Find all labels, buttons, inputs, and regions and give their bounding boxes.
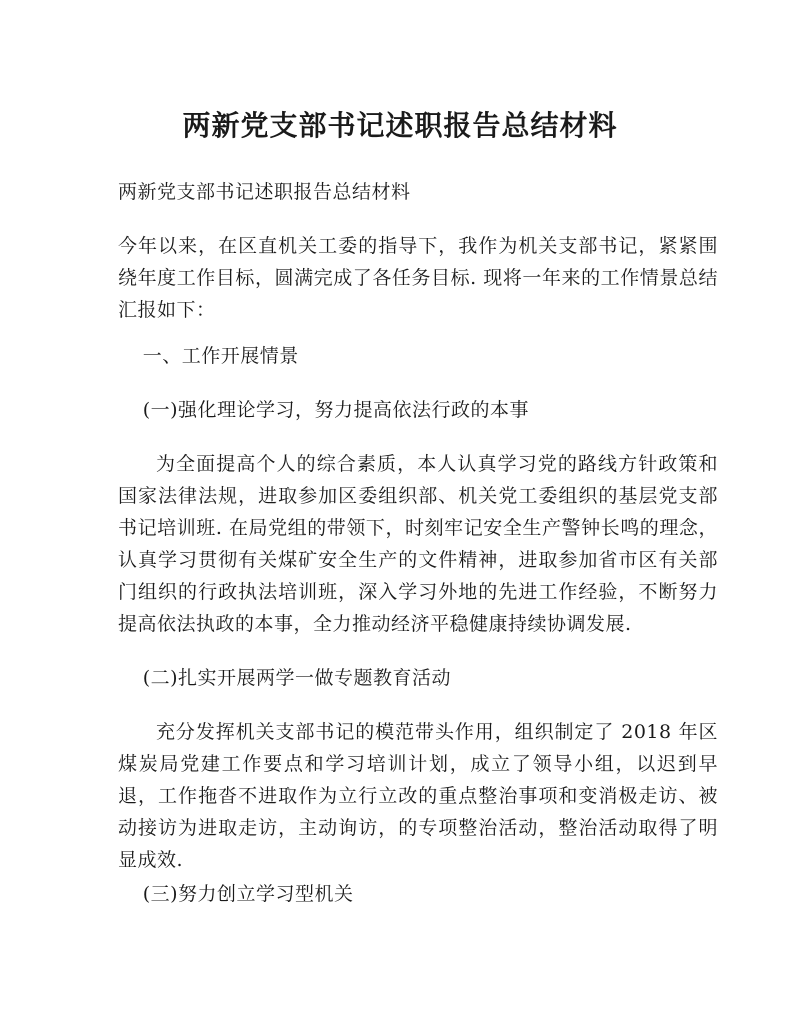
intro-paragraph: 今年以来，在区直机关工委的指导下，我作为机关支部书记，紧紧围绕年度工作目标，圆满完成了各任务目标. 现将一年来的工作情景总结汇报如下： xyxy=(118,235,718,321)
subsection-body-2: 充分发挥机关支部书记的模范带头作用，组织制定了 2018 年区煤炭局党建工作要点和学习培训计划，成立了领导小组，以迟到早退，工作拖沓不进取作为立行立改的重点整治事项和变消极走访、被动接访为进取走访，主动询访，的专项整治活动，整治活动取得了明显成效. xyxy=(118,721,718,871)
document-subtitle: 两新党支部书记述职报告总结材料 xyxy=(118,181,411,203)
document-title: 两新党支部书记述职报告总结材料 xyxy=(182,109,618,142)
subsection-heading-1: (一)强化理论学习，努力提高依法行政的本事 xyxy=(142,399,530,421)
subsection-heading-2: (二)扎实开展两学一做专题教育活动 xyxy=(142,667,452,689)
subsection-body-1: 为全面提高个人的综合素质，本人认真学习党的路线方针政策和国家法律法规，进取参加区委组织部、机关党工委组织的基层党支部书记培训班. 在局党组的带领下，时刻牢记安全生产警钟长鸣的理念，认真学习贯彻有关煤矿安全生产的文件精神，进取参加省市区有关部门组织的行政执法培训班，深入学习外地的先进工作经验，不断努力提高依法执政的本事，全力推动经济平稳健康持续协调发展. xyxy=(118,453,718,635)
subsection-heading-3: (三)努力创立学习型机关 xyxy=(142,883,354,905)
section-heading-1: 一、工作开展情景 xyxy=(142,345,299,367)
